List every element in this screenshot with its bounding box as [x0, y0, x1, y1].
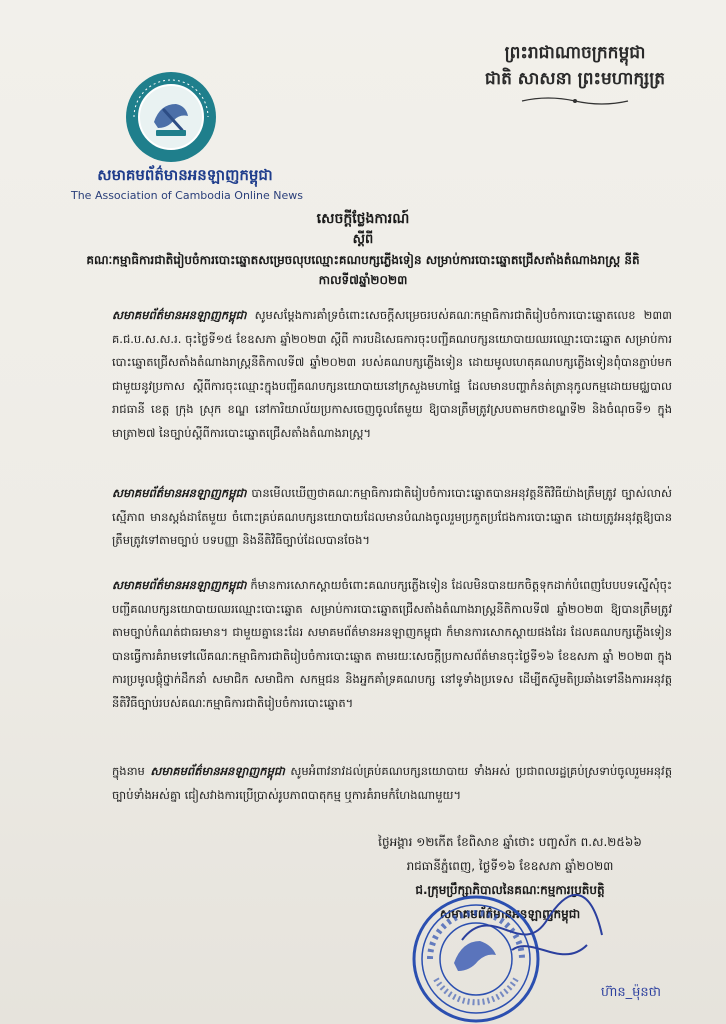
- lunar-date: ថ្ងៃអង្គារ ១២កើត ខែពិសាខ ឆ្នាំថោះ បញ្ចស័ក ព.ស.២៥៦៦: [378, 835, 642, 849]
- paragraph-lead: សមាគមព័ត៌មានអនឡាញកម្ពុជា: [112, 486, 247, 500]
- paragraph-text: បានមើលឃើញថាគណៈកម្មាធិការជាតិរៀបចំការបោះឆ្នោតបានអនុវត្តនីតិវិធីយ៉ាងត្រឹមត្រូវ ច្បាស់លាស់ ស្មើភាព មានស្តង់ដាតែមួយ ចំពោះគ្រប់គណបក្សនយោបាយដែលមានបំណងចូលរួមប្រកួតប្រជែងការបោះឆ្នោត ដោយត្រូវអនុវត្តឱ្យបានត្រឹមត្រូវទៅតាមច្បាប់ បទបញ្ញា និងនីតិវិធីច្បាប់ដែលបានចែង។: [112, 486, 672, 547]
- paragraph-1: [112, 304, 672, 445]
- signing-organization: សមាគមព័ត៌មានអនឡាញកម្ពុជា: [439, 907, 581, 921]
- title-line-2: ស្តីពី: [352, 232, 374, 247]
- paragraph-text: សូមសម្តែងការគាំទ្រចំពោះសេចក្តីសម្រេចរបស់គណៈកម្មាធិការជាតិរៀបចំការបោះឆ្នោតលេខ ២៣៣ គ.ជ.ប.ស.ស.រ. ចុះថ្ងៃទី១៥ ខែឧសភា ឆ្នាំ២០២៣ ស្តីពី ការបដិសេធការចុះបញ្ជីគណបក្សនយោបាយឈរឈ្មោះបោះឆ្នោត សម្រាប់ការបោះឆ្នោតជ្រើសតាំងតំណាងរាស្ត្រនីតិកាលទី៧ ឆ្នាំ២០២៣ របស់គណបក្សភ្លើងទៀន ដោយមូលហេតុគណបក្សភ្លើងទៀនពុំបានភ្ជាប់មកជាមួយនូវប្រកាស ស្តីពីការចុះឈ្មោះក្នុងបញ្ជីគណបក្សនយោបាយនៅក្រសួងមហាផ្ទៃ ដែលមានបញ្ហាកំនត់ត្រានុកូលកម្មដោយមជ្ឈបាលរាជធានី ខេត្ត ក្រុង ស្រុក ខណ្ឌ នៅការិយាល័យប្រកាសចេញចូលតែមួយ ឱ្យបានត្រឹមត្រូវស្របតាមកថាខណ្ឌទី២ និងចំណុចទី១ ក្នុងមាត្រា២៧ នៃច្បាប់ស្តីពីការបោះឆ្នោតជ្រើសតាំងតំណាងរាស្ត្រ។: [112, 308, 672, 440]
- paragraph-3: [112, 574, 672, 715]
- paragraph-lead: សមាគមព័ត៌មានអនឡាញកម្ពុជា: [112, 578, 247, 592]
- place-and-date: រាជធានីភ្នំពេញ, ថ្ងៃទី១៦ ខែឧសភា ឆ្នាំ២០២៣: [406, 859, 614, 873]
- paragraph-lead: សមាគមព័ត៌មានអនឡាញកម្ពុជា: [112, 308, 247, 322]
- association-name-khmer: សមាគមព័ត៌មានអនឡាញកម្ពុជា: [97, 166, 273, 184]
- ornament-divider-icon: [520, 94, 630, 108]
- association-name-english: The Association of Cambodia Online News: [70, 189, 303, 202]
- title-line-1: សេចក្តីថ្លែងការណ៍: [316, 211, 410, 227]
- title-line-3: គណៈកម្មាធិការជាតិរៀបចំការបោះឆ្នោតសម្រេចលុបឈ្មោះគណបក្សភ្លើងទៀន សម្រាប់ការបោះឆ្នោតជ្រើសតាំងតំណាងរាស្ត្រ នីតិកាលទី៧ឆ្នាំ២០២៣: [86, 253, 640, 287]
- national-motto: ជាតិ សាសនា ព្រះមហាក្សត្រ: [484, 69, 666, 89]
- paragraph-lead-prefix: ក្នុងនាម: [112, 764, 145, 778]
- paragraph-2: [112, 482, 672, 553]
- association-logo-icon: [124, 70, 218, 164]
- paragraph-4: [112, 760, 672, 807]
- kingdom-header: [460, 40, 690, 108]
- signer-name: ហ៊ាន_ម៉ុនថា: [600, 985, 662, 1000]
- paragraph-lead: សមាគមព័ត៌មានអនឡាញកម្ពុជា: [150, 764, 285, 778]
- signature-icon: [452, 880, 612, 990]
- paragraph-text: ក៏មានការសោកស្តាយចំពោះគណបក្សភ្លើងទៀន ដែលមិនបានយកចិត្តទុកដាក់បំពេញបែបបទស្នើសុំចុះបញ្ជីគណបក្សនយោបាយឈរឈ្មោះបោះឆ្នោត សម្រាប់ការបោះឆ្នោតជ្រើសតាំងតំណាងរាស្ត្រនីតិកាលទី៧ ឆ្នាំ២០២៣ ឱ្យបានត្រឹមត្រូវតាមច្បាប់កំណត់ជាធរមាន។ ជាមួយគ្នានេះដែរ សមាគមព័ត៌មានអនឡាញកម្ពុជា ក៏មានការសោកស្តាយផងដែរ ដែលគណបក្សភ្លើងទៀន បានធ្វើការគំរាមទៅលើគណៈកម្មាធិការជាតិរៀបចំការបោះឆ្នោត តាមរយៈសេចក្តីប្រកាសព័ត៌មានចុះថ្ងៃទី១៦ ខែឧសភា ឆ្នាំ ២០២៣ ក្នុងការប្រមូលផ្តុំថ្នាក់ដឹកនាំ សមាជិក សមាជិកា សកម្មជន និងអ្នកគាំទ្រគណបក្ស នៅទូទាំងប្រទេស ដើម្បីតស៊ូមតិប្រឆាំងទៅនឹងការអនុវត្តនីតិវិធីច្បាប់របស់គណៈកម្មាធិការជាតិរៀបចំការបោះឆ្នោត។: [112, 578, 673, 710]
- paragraph-text: សូមអំពាវនាវដល់គ្រប់គណបក្សនយោបាយ ទាំងអស់ ប្រជាពលរដ្ឋគ្រប់ស្រទាប់ចូលរួមអនុវត្តច្បាប់ទាំងអស់គ្នា ជៀសវាងការប្រើប្រាស់រូបភាពបាតុកម្ម ឬការគំរាមកំហែងណាមួយ។: [112, 764, 673, 802]
- on-behalf-line: ជ.ក្រុមប្រឹក្សាភិបាលនៃគណៈកម្មការប្រតិបត្តិ: [415, 883, 605, 897]
- statement-title: [60, 208, 666, 290]
- kingdom-name: ព្រះរាជាណាចក្រកម្ពុជា: [504, 43, 646, 63]
